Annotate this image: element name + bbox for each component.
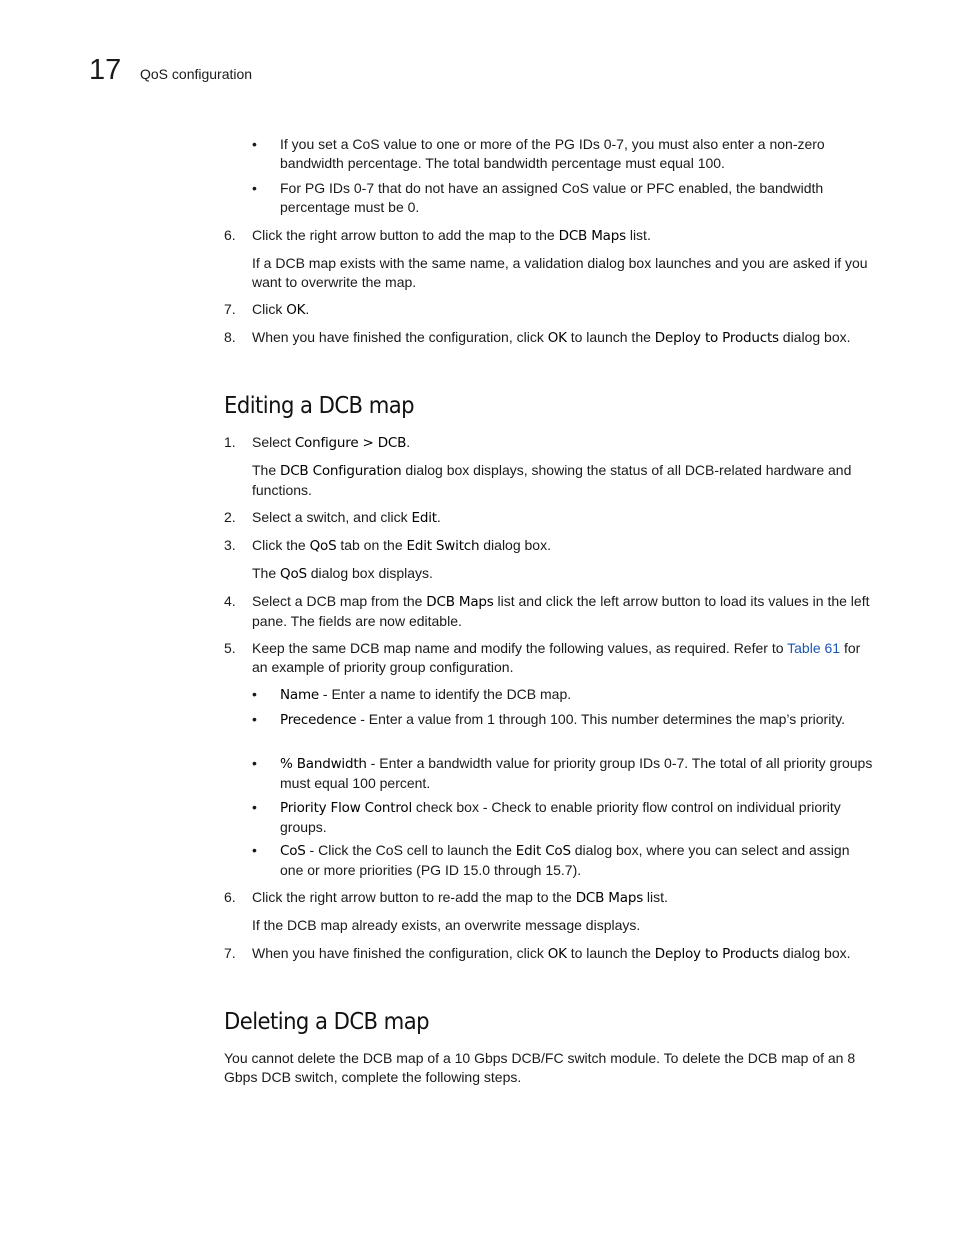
step-number: 7. [224, 945, 236, 961]
ui-term: OK [286, 302, 306, 318]
ui-term: Edit Switch [406, 538, 480, 554]
step-text: Select a DCB map from the DCB Maps list and click the left arrow button to load its values in the left pane. The fields are now editable. [252, 593, 870, 629]
section-heading-deleting: Deleting a DCB map [224, 1009, 430, 1035]
ui-term: Deploy to Products [654, 946, 779, 962]
ui-term: DCB Maps [426, 594, 494, 610]
step-text: Click OK. [252, 301, 310, 318]
ui-term: DCB Maps [575, 890, 644, 906]
ui-term: % Bandwidth [280, 756, 367, 772]
bullet-text: Name - Enter a name to identify the DCB map. [280, 686, 572, 703]
ui-term: Edit CoS [515, 843, 571, 859]
chapter-title: QoS configuration [140, 66, 253, 82]
ui-term: Name [280, 687, 320, 703]
step-text: Select a switch, and click Edit. [252, 509, 441, 526]
step-number: 6. [224, 889, 236, 905]
step-text: Select Configure > DCB. [252, 434, 411, 451]
step-text: Keep the same DCB map name and modify the following values, as required. Refer to Table 61 for an example of priority group configuration. [252, 640, 861, 675]
step-number: 8. [224, 329, 236, 345]
step-number: 6. [224, 227, 236, 243]
step-number: 4. [224, 593, 236, 609]
bullet-text: For PG IDs 0-7 that do not have an assigned CoS value or PFC enabled, the bandwidth percentage must be 0. [280, 180, 824, 215]
step-text: Click the QoS tab on the Edit Switch dialog box. [252, 537, 551, 554]
ui-term: DCB Maps [558, 228, 626, 244]
step-note: If a DCB map exists with the same name, a validation dialog box launches and you are asked if you want to overwrite the map. [252, 255, 868, 290]
step-text: When you have finished the configuration, click OK to launch the Deploy to Products dialog box. [252, 329, 851, 346]
step-note: The DCB Configuration dialog box displays, showing the status of all DCB-related hardware and functions. [252, 462, 852, 498]
step-number: 1. [224, 434, 236, 450]
ui-term: Deploy to Products [654, 330, 779, 346]
ui-term: Edit [411, 510, 437, 526]
bullet-icon: • [252, 755, 257, 771]
step-note: If the DCB map already exists, an overwrite message displays. [252, 917, 641, 933]
bullet-icon: • [252, 180, 257, 196]
bullet-text: % Bandwidth - Enter a bandwidth value for priority group IDs 0-7. The total of all priority groups must equal 100 percent. [280, 755, 873, 791]
ui-term: Configure > DCB [294, 435, 407, 451]
step-number: 7. [224, 301, 236, 317]
bullet-icon: • [252, 799, 257, 815]
step-number: 5. [224, 640, 236, 656]
bullet-icon: • [252, 686, 257, 702]
bullet-text: CoS - Click the CoS cell to launch the Edit CoS dialog box, where you can select and assign one or more priorities (PG ID 15.0 through 15.7). [280, 842, 850, 878]
step-text: Click the right arrow button to re-add the map to the DCB Maps list. [252, 889, 668, 906]
step-number: 3. [224, 537, 236, 553]
bullet-icon: • [252, 711, 257, 727]
step-text: Click the right arrow button to add the map to the DCB Maps list. [252, 227, 651, 244]
ui-term: CoS [280, 843, 306, 859]
bullet-text: Priority Flow Control check box - Check to enable priority flow control on individual priority groups. [280, 799, 841, 835]
bullet-icon: • [252, 136, 257, 152]
step-text: When you have finished the configuration, click OK to launch the Deploy to Products dialog box. [252, 945, 851, 962]
ui-term: Priority Flow Control [280, 800, 413, 816]
bullet-text: Precedence - Enter a value from 1 through 100. This number determines the map’s priority. [280, 711, 846, 728]
chapter-number: 17 [89, 54, 122, 86]
ui-term: OK [547, 330, 567, 346]
bullet-icon: • [252, 842, 257, 858]
step-number: 2. [224, 509, 236, 525]
ui-term: OK [547, 946, 567, 962]
section-intro: You cannot delete the DCB map of a 10 Gbps DCB/FC switch module. To delete the DCB map of an 8 Gbps DCB switch, complete the following steps. [224, 1050, 856, 1085]
ui-term: QoS [280, 566, 307, 582]
step-note: The QoS dialog box displays. [252, 565, 433, 582]
table-61-link[interactable]: Table 61 [787, 640, 841, 656]
ui-term: Precedence [280, 712, 357, 728]
bullet-text: If you set a CoS value to one or more of the PG IDs 0-7, you must also enter a non-zero bandwidth percentage. The total bandwidth percentage must equal 100. [280, 136, 825, 171]
section-heading-editing: Editing a DCB map [224, 393, 415, 419]
ui-term: QoS [309, 538, 337, 554]
ui-term: DCB Configuration [280, 463, 402, 479]
